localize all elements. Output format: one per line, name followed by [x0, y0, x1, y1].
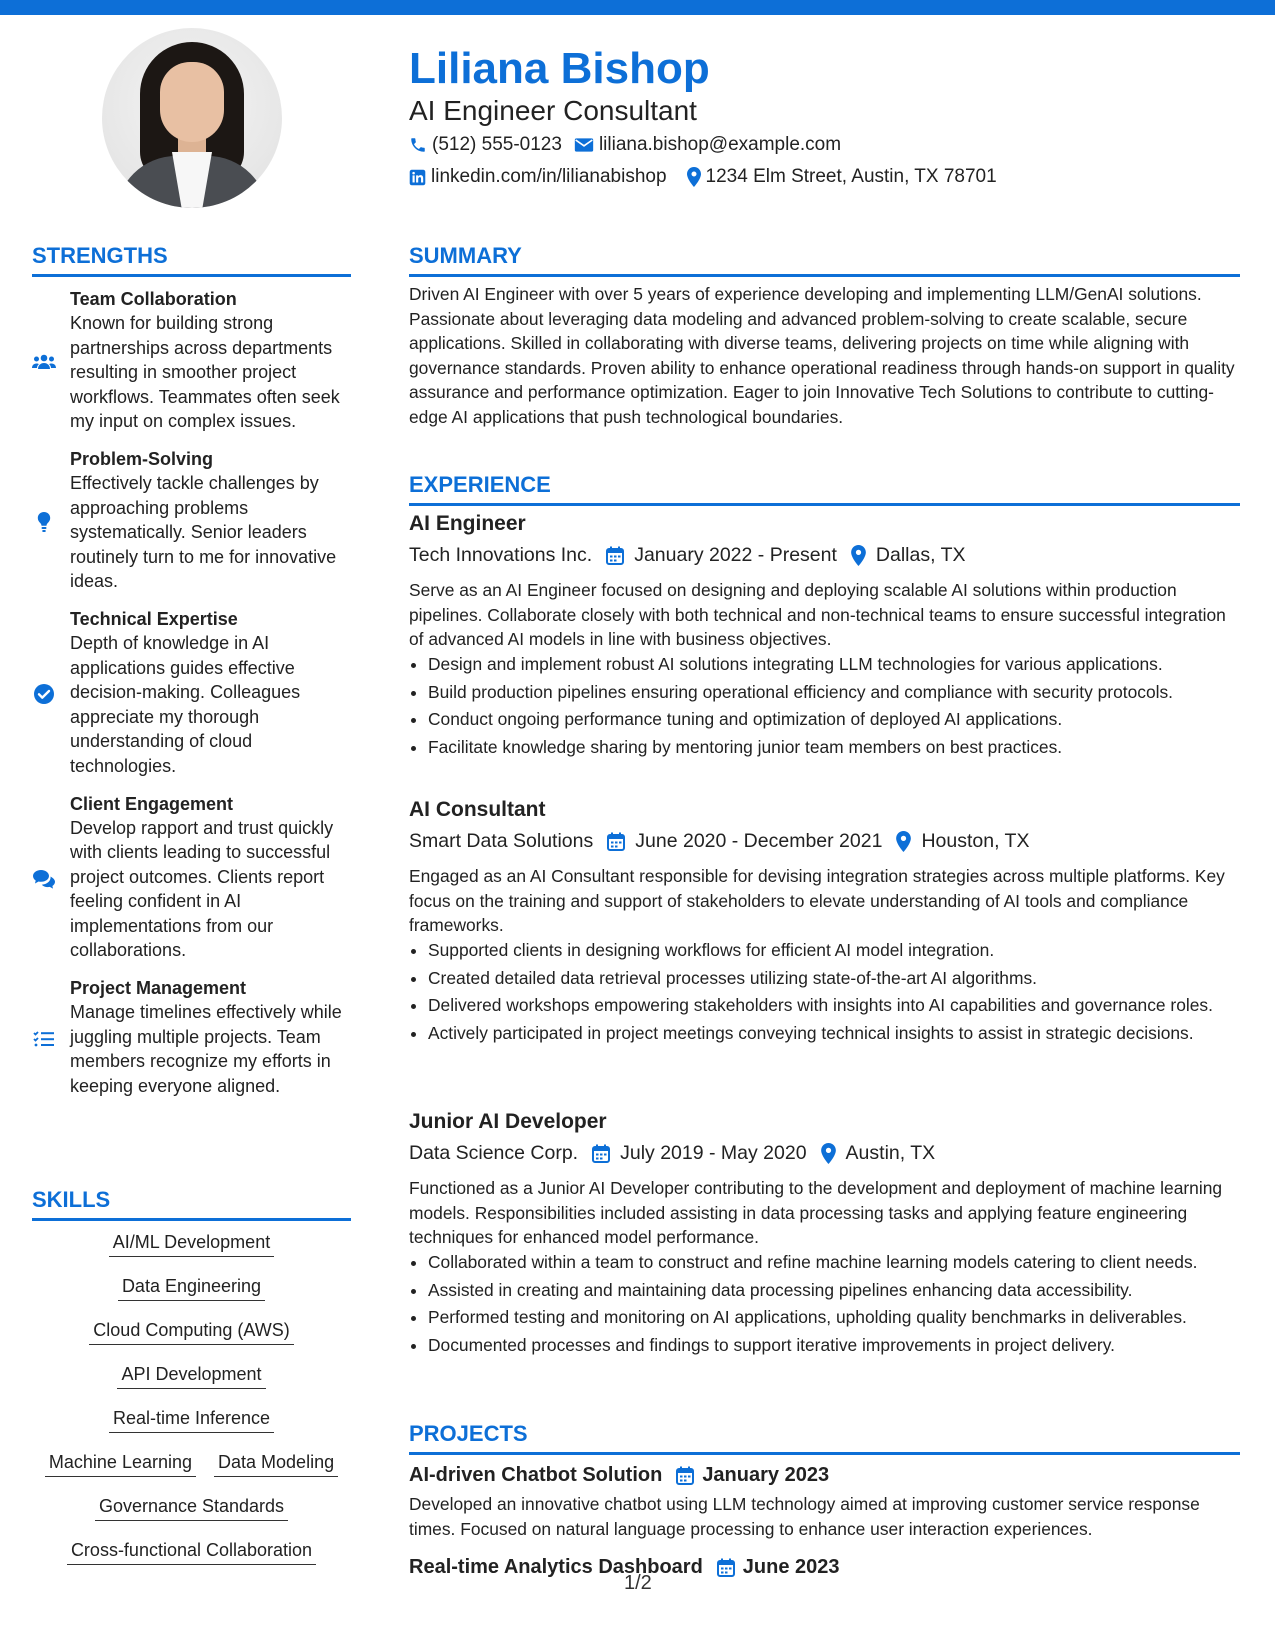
summary-heading: SUMMARY	[409, 242, 1240, 277]
calendar-icon	[606, 546, 624, 565]
phone-text[interactable]: (512) 555-0123	[432, 134, 562, 155]
profile-photo	[102, 28, 282, 208]
contact-row-2	[409, 166, 997, 188]
strengths-heading: STRENGTHS	[32, 242, 351, 277]
job-description: Serve as an AI Engineer focused on designing and deploying scalable AI solutions within production pipelines. Collaborate closely with both technical and non-technical teams to ensure successful integration of advanced AI models in line with business objectives.	[409, 580, 1226, 650]
strength-title: Problem-Solving	[70, 448, 214, 469]
bullet-item: • Supported clients in designing workflows for efficient AI model integration.	[428, 938, 1264, 963]
calendar-icon	[676, 1466, 694, 1485]
bullet-item: • Actively participated in project meetings conveying technical insights to assist in strategic decisions.	[428, 1021, 1264, 1046]
strength-item	[32, 607, 357, 779]
phone-icon	[409, 136, 427, 154]
strength-desc: Manage timelines effectively while juggling multiple projects. Team members recognize my efforts in keeping everyone aligned.	[70, 1002, 342, 1096]
map-marker-icon	[821, 1143, 836, 1164]
contact-row-1	[409, 134, 841, 156]
skills-list	[32, 1230, 351, 1565]
skill-tag: Data Engineering	[118, 1274, 265, 1301]
strength-item	[32, 287, 357, 434]
project-name: Real-time Analytics Dashboard	[409, 1556, 703, 1578]
bullet-item: • Build production pipelines ensuring operational efficiency and compliance with security protocols.	[428, 680, 1264, 705]
top-accent-bar	[0, 0, 1275, 15]
strength-item	[32, 792, 357, 964]
job-location: Dallas, TX	[875, 544, 966, 566]
job-title: Junior AI Developer	[409, 1110, 607, 1133]
strength-desc: Effectively tackle challenges by approaching problems systematically. Senior leaders routinely turn to me for innovative ideas.	[70, 472, 337, 592]
job-meta	[409, 541, 966, 569]
projects-heading: PROJECTS	[409, 1420, 1240, 1455]
job-company: Smart Data Solutions	[409, 830, 594, 852]
lightbulb-icon	[32, 447, 56, 594]
job-title: AI Engineer	[409, 512, 526, 535]
email-contact	[574, 134, 841, 156]
project-description: Developed an innovative chatbot using LLM technology aimed at improving customer service response times. Focused on natural language processing to enhance user interaction experiences.	[409, 1494, 1200, 1539]
strength-title: Technical Expertise	[70, 608, 238, 629]
envelope-icon	[574, 137, 594, 153]
calendar-icon	[592, 1144, 610, 1163]
comments-icon	[32, 792, 56, 964]
candidate-title: AI Engineer Consultant	[409, 95, 697, 126]
strength-item	[32, 447, 357, 594]
map-marker-icon	[896, 831, 911, 852]
skill-tag: Governance Standards	[95, 1494, 288, 1521]
job-title: AI Consultant	[409, 798, 546, 821]
strengths-list	[32, 287, 357, 1111]
linkedin-link[interactable]: linkedin.com/in/lilianabishop	[431, 166, 667, 187]
job-meta	[409, 827, 1029, 855]
skill-tag: Real-time Inference	[109, 1406, 274, 1433]
job-company: Tech Innovations Inc.	[409, 544, 593, 566]
bullet-item: • Created detailed data retrieval processes utilizing state-of-the-art AI algorithms.	[428, 966, 1264, 991]
skill-tag: Machine Learning	[45, 1450, 196, 1477]
strength-item	[32, 976, 357, 1098]
map-marker-icon	[687, 167, 701, 187]
strength-title: Client Engagement	[70, 793, 234, 814]
strength-desc: Depth of knowledge in AI applications guides effective decision-making. Colleagues appreciate my thorough understanding of cloud technologies.	[70, 632, 301, 776]
job-company: Data Science Corp.	[409, 1142, 579, 1164]
job-location: Austin, TX	[845, 1142, 936, 1164]
candidate-name: Liliana Bishop	[409, 44, 710, 93]
skill-tag: AI/ML Development	[109, 1230, 274, 1257]
linkedin-icon	[409, 169, 426, 186]
project-header	[409, 1461, 829, 1489]
strength-title: Team Collaboration	[70, 289, 237, 309]
map-marker-icon	[851, 545, 866, 566]
project-date: January 2023	[702, 1464, 830, 1486]
job-description: Functioned as a Junior AI Developer contributing to the development and deployment of machine learning models. Responsibilities included assisting in data processing tasks and applying feature engineering techniques for enhanced model performance.	[409, 1178, 1223, 1248]
page-number: 1/2	[624, 1572, 652, 1594]
calendar-icon	[607, 832, 625, 851]
bullet-item: • Delivered workshops empowering stakeholders with insights into AI capabilities and governance roles.	[428, 993, 1264, 1018]
list-check-icon	[32, 976, 56, 1098]
bullet-item: • Facilitate knowledge sharing by mentoring junior team members on best practices.	[428, 735, 1264, 760]
bullet-item: • Collaborated within a team to construct and refine machine learning models catering to client needs.	[428, 1250, 1264, 1275]
job-bullets	[409, 652, 1264, 762]
bullet-item: • Conduct ongoing performance tuning and optimization of deployed AI applications.	[428, 707, 1264, 732]
job-location: Houston, TX	[921, 830, 1030, 852]
bullet-item: • Documented processes and findings to support iterative improvements in project delivery.	[428, 1333, 1264, 1358]
skill-tag: Cloud Computing (AWS)	[89, 1318, 293, 1345]
address-contact	[687, 166, 997, 188]
email-link[interactable]: liliana.bishop@example.com	[598, 134, 842, 155]
bullet-item: • Performed testing and monitoring on AI applications, upholding quality benchmarks in deliverables.	[428, 1305, 1264, 1330]
skill-tag: API Development	[117, 1362, 265, 1389]
linkedin-contact	[409, 166, 667, 188]
project-name: AI-driven Chatbot Solution	[409, 1464, 663, 1486]
skill-tag: Data Modeling	[214, 1450, 338, 1477]
job-dates: January 2022 - Present	[634, 544, 837, 566]
job-meta	[409, 1139, 935, 1167]
calendar-icon	[717, 1558, 735, 1577]
job-bullets	[409, 1250, 1264, 1360]
skill-tag: Cross-functional Collaboration	[67, 1538, 316, 1565]
users-icon	[32, 287, 56, 434]
strength-title: Project Management	[70, 978, 247, 999]
strength-desc: Develop rapport and trust quickly with clients leading to successful project outcomes. Clients report feeling confident in AI implementations from our collaborations.	[70, 817, 334, 961]
address-text: 1234 Elm Street, Austin, TX 78701	[705, 166, 997, 187]
job-dates: June 2020 - December 2021	[635, 830, 883, 852]
job-bullets	[409, 938, 1264, 1048]
project-date: June 2023	[742, 1556, 840, 1578]
experience-heading: EXPERIENCE	[409, 471, 1240, 506]
summary-text: Driven AI Engineer with over 5 years of experience developing and implementing LLM/GenAI solutions. Passionate about leveraging data modeling and advanced problem-solving to create scalable, secure applications. Skilled in collaborating with diverse teams, delivering projects on time while aligning with governance standards. Proven ability to enhance operational readiness through hands-on support in quality assurance and performance optimization. Eager to join Innovative Tech Solutions to contribute to cutting-edge AI applications that push technological boundaries.	[409, 284, 1235, 427]
job-description: Engaged as an AI Consultant responsible for devising integration strategies across multiple platforms. Key focus on the training and support of stakeholders to elevate understanding of AI tools and compliance frameworks.	[409, 866, 1225, 936]
bullet-item: • Design and implement robust AI solutions integrating LLM technologies for various applications.	[428, 652, 1264, 677]
job-dates: July 2019 - May 2020	[620, 1142, 807, 1164]
strength-desc: Known for building strong partnerships across departments resulting in smoother project workflows. Teammates often seek my input on complex issues.	[70, 313, 340, 432]
bullet-item: • Assisted in creating and maintaining data processing pipelines enhancing data accessibility.	[428, 1278, 1264, 1303]
phone-contact	[409, 134, 562, 156]
check-circle-icon	[32, 607, 56, 779]
skills-heading: SKILLS	[32, 1186, 351, 1221]
